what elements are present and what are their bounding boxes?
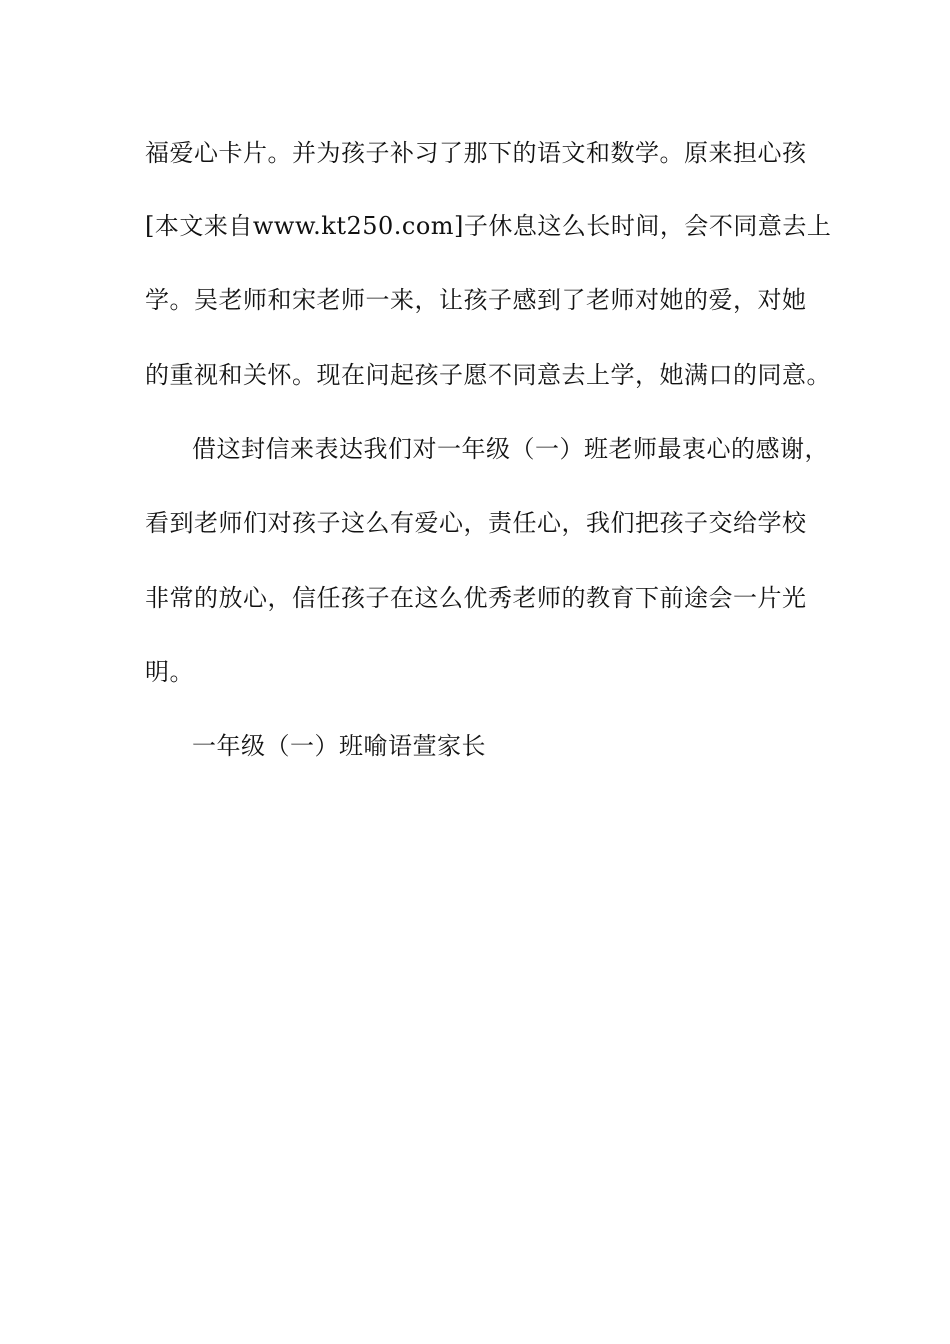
body-text-line-6: 看到老师们对孩子这么有爱心，责任心，我们把孩子交给学校 [145, 509, 807, 537]
body-text-line-3: 学。吴老师和宋老师一来，让孩子感到了老师对她的爱，对她 [145, 286, 807, 314]
body-text-line-2: [本文来自www.kt250.com]子休息这么长时间，会不同意去上 [145, 212, 832, 240]
body-text-line-5: 借这封信来表达我们对一年级（一）班老师最衷心的感谢， [192, 435, 829, 463]
body-text-line-4: 的重视和关怀。现在问起孩子愿不同意去上学，她满口的同意。 [145, 361, 831, 389]
signature-line: 一年级（一）班喻语萱家长 [192, 732, 486, 760]
body-text-line-1: 福爱心卡片。并为孩子补习了那下的语文和数学。原来担心孩 [145, 139, 807, 167]
body-text-line-7: 非常的放心，信任孩子在这么优秀老师的教育下前途会一片光 [145, 584, 807, 612]
body-text-line-8: 明。 [145, 658, 194, 686]
